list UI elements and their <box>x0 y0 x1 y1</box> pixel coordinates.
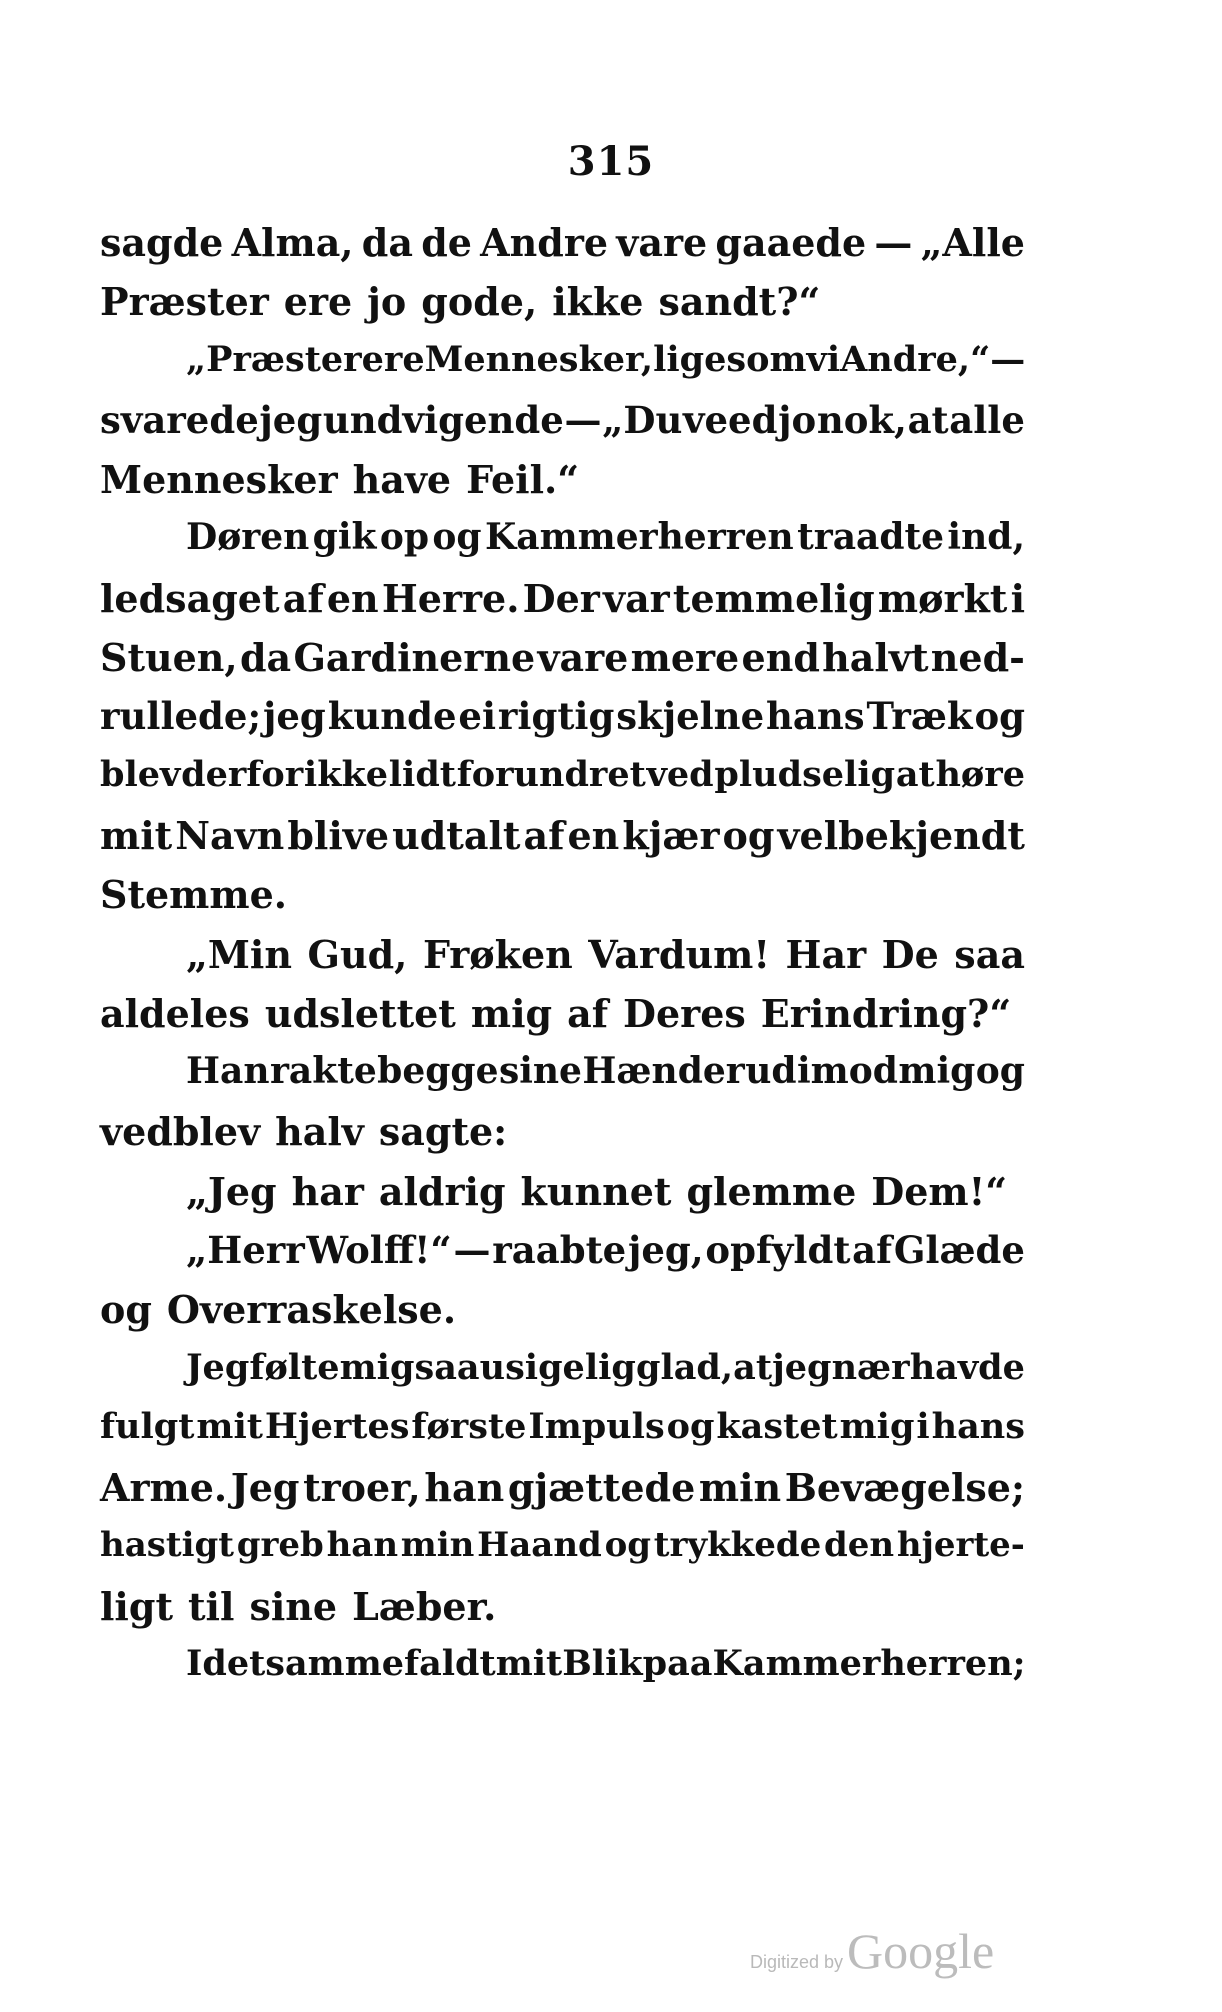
word: samme <box>265 1643 405 1685</box>
word: mere <box>630 635 740 681</box>
text-line <box>100 1050 1025 1109</box>
word: vare <box>537 635 629 681</box>
word: ikke <box>303 753 388 795</box>
word: — <box>990 338 1026 380</box>
watermark-prefix: Digitized by <box>750 1952 844 1972</box>
word: Mennesker, <box>424 338 654 380</box>
word: første <box>411 1405 527 1447</box>
word: hastigt <box>100 1524 234 1565</box>
word: Overraskelse. <box>166 1287 457 1333</box>
word: vedblev <box>100 1109 261 1155</box>
text-line <box>100 576 1025 635</box>
word: ligesom <box>653 338 807 380</box>
word: Glæde <box>893 1228 1025 1273</box>
word: Jeg <box>230 1465 300 1511</box>
word: min <box>698 1465 782 1511</box>
word: mit <box>196 1405 263 1447</box>
word: mig <box>470 990 553 1036</box>
word: gik <box>312 516 377 559</box>
word: Arme. <box>100 1465 228 1511</box>
word: „Herr <box>186 1228 305 1273</box>
word: og <box>666 1405 715 1447</box>
word: pludselig <box>714 753 896 795</box>
word: alle <box>949 397 1025 442</box>
word: Andre,“ <box>840 338 991 380</box>
word: Dem!“ <box>871 1168 1008 1214</box>
word: Impuls <box>528 1405 665 1447</box>
word: kunnet <box>520 1168 672 1214</box>
word: og <box>100 1287 152 1333</box>
word: ned- <box>930 635 1025 681</box>
word: usigelig <box>479 1346 636 1388</box>
word: vi <box>806 338 841 380</box>
word: rigtig <box>497 694 615 739</box>
word: trykkede <box>653 1524 822 1565</box>
word: ind, <box>947 516 1025 559</box>
word: ved <box>646 753 714 795</box>
word: forundret <box>456 753 646 795</box>
text-line <box>100 457 1025 516</box>
word: følte <box>249 1346 340 1388</box>
word: at <box>907 397 949 442</box>
word: udslettet <box>264 990 456 1036</box>
word: ledsaget <box>100 575 280 621</box>
word: Bevægelse; <box>784 1465 1025 1511</box>
word: af <box>567 990 609 1036</box>
body-text <box>100 220 1025 1702</box>
word: sine <box>249 1583 338 1629</box>
word: Hjertes <box>264 1405 410 1447</box>
word: Navn <box>175 812 285 858</box>
page-number: 315 <box>567 138 655 185</box>
word: Mennesker <box>100 457 338 503</box>
word: mørkt <box>877 575 1008 621</box>
word: Har <box>785 931 867 977</box>
word: paa <box>642 1643 713 1685</box>
word: troer, <box>303 1465 421 1511</box>
word: Erindring?“ <box>760 990 1012 1036</box>
word: mit <box>495 1643 563 1685</box>
word: Der <box>522 575 600 621</box>
word: blive <box>287 812 390 858</box>
word: lidt <box>388 753 456 795</box>
word: Vardum! <box>588 931 771 977</box>
text-line <box>100 1347 1025 1406</box>
word: Frøken <box>422 931 573 977</box>
word: i <box>916 1405 930 1447</box>
word: kjær <box>622 812 720 858</box>
word: faldt <box>404 1643 496 1685</box>
word: glemme <box>686 1168 857 1214</box>
word: ei <box>458 694 497 739</box>
word: og <box>974 694 1025 739</box>
text-line <box>100 1525 1025 1584</box>
word: havde <box>909 1346 1025 1388</box>
word: i <box>1010 575 1025 621</box>
text-line <box>100 991 1025 1050</box>
text-line <box>100 398 1025 457</box>
word: sandt?“ <box>658 279 821 325</box>
word: halv <box>275 1109 364 1155</box>
text-line <box>100 279 1025 338</box>
word: Døren <box>186 516 310 559</box>
word: ligt <box>100 1583 173 1629</box>
word: skjelne <box>616 694 765 739</box>
text-line <box>100 635 1025 694</box>
word: Wolff!“ <box>306 1228 452 1273</box>
word: glad, <box>635 1346 734 1388</box>
word: greb <box>236 1524 324 1565</box>
word: de <box>421 220 472 265</box>
word: Deres <box>623 990 746 1036</box>
word: Jeg <box>186 1346 250 1388</box>
text-line <box>100 694 1025 753</box>
text-line <box>100 1465 1025 1524</box>
word: høre <box>935 753 1025 795</box>
word: rullede; <box>100 694 262 739</box>
word: mit <box>100 812 173 858</box>
word: gaaede <box>715 220 867 265</box>
word: svarede <box>100 397 259 442</box>
word: have <box>352 457 452 503</box>
word: Kammerherren <box>484 516 794 559</box>
word: undvigende <box>322 397 564 442</box>
text-line <box>100 813 1025 872</box>
word: det <box>202 1643 266 1685</box>
word: en <box>567 812 620 858</box>
text-line <box>100 516 1025 575</box>
word: opfyldt <box>705 1228 851 1273</box>
word: ere <box>361 338 425 380</box>
word: sagte: <box>378 1109 508 1155</box>
word: derfor <box>181 753 304 795</box>
word: op <box>379 516 430 559</box>
word: Læber. <box>352 1583 497 1629</box>
word: veed <box>683 397 778 442</box>
word: ere <box>283 279 353 325</box>
word: Haand <box>477 1524 602 1565</box>
word: af <box>523 812 565 858</box>
word: gode, <box>421 279 538 325</box>
word: Feil.“ <box>466 457 580 503</box>
word: Blik <box>562 1643 643 1685</box>
word: en <box>326 575 379 621</box>
word: Træk <box>866 694 973 739</box>
word: til <box>188 1583 235 1629</box>
word: jeg <box>259 397 323 442</box>
text-line <box>100 1584 1025 1643</box>
text-line <box>100 1406 1025 1465</box>
word: „Min <box>186 931 292 977</box>
word: han <box>424 1465 505 1511</box>
word: og <box>432 516 482 559</box>
word: „Du <box>602 397 683 442</box>
text-line <box>100 1287 1025 1346</box>
word: aldeles <box>100 990 250 1036</box>
word: mig <box>839 1405 915 1447</box>
word: var <box>602 575 670 621</box>
word: jo <box>367 279 407 325</box>
word: imod <box>796 1050 898 1093</box>
word: — <box>874 220 913 265</box>
text-line <box>100 754 1025 813</box>
word: jo <box>778 397 817 442</box>
word: I <box>186 1643 203 1685</box>
text-line <box>100 1643 1025 1702</box>
word: temmelig <box>672 575 875 621</box>
word: af <box>852 1228 893 1273</box>
word: kastet <box>716 1405 838 1447</box>
word: Andre <box>480 220 609 265</box>
word: — <box>453 1228 491 1273</box>
word: Præster <box>100 279 269 325</box>
text-line <box>100 220 1025 279</box>
word: af <box>282 575 324 621</box>
word: Kammerherren; <box>712 1643 1026 1685</box>
word: Stuen, <box>100 635 238 681</box>
word: ikke <box>552 279 644 325</box>
word: Hænder <box>582 1050 745 1093</box>
word: hjerte- <box>896 1524 1025 1565</box>
word: udtalt <box>392 812 521 858</box>
word: fulgt <box>100 1405 195 1447</box>
word: traadte <box>797 516 945 559</box>
word: — <box>564 397 602 442</box>
word: at <box>733 1346 773 1388</box>
word: den <box>824 1524 895 1565</box>
word: sine <box>498 1050 582 1093</box>
word: min <box>400 1524 475 1565</box>
word: jeg, <box>627 1228 704 1273</box>
word: halvt <box>822 635 929 681</box>
word: „Alle <box>920 220 1025 265</box>
word: sagde <box>100 220 224 265</box>
word: da <box>239 635 292 681</box>
word: Gud, <box>307 931 408 977</box>
word: raabte <box>492 1228 627 1273</box>
word: begge <box>377 1050 499 1093</box>
word: aldrig <box>378 1168 506 1214</box>
word: mig <box>898 1050 976 1093</box>
word: hans <box>931 1405 1025 1447</box>
word: gjættede <box>507 1465 696 1511</box>
word: kunde <box>327 694 457 739</box>
word: „Præster <box>186 338 362 380</box>
word: end <box>741 635 820 681</box>
word: nok, <box>816 397 907 442</box>
text-line <box>100 872 1025 931</box>
word: blev <box>100 753 181 795</box>
word: velbekjendt <box>777 812 1025 858</box>
word: Herre. <box>381 575 520 621</box>
word: Han <box>186 1050 270 1093</box>
word: ud <box>745 1050 797 1093</box>
word: jeg <box>263 694 326 739</box>
word: nær <box>831 1346 910 1388</box>
word: mig <box>339 1346 415 1388</box>
google-logo: Google <box>847 1923 995 1979</box>
word: „Jeg <box>186 1168 277 1214</box>
text-line <box>100 1228 1025 1287</box>
word: hans <box>766 694 865 739</box>
word: jeg <box>772 1346 832 1388</box>
word: rakte <box>269 1050 377 1093</box>
word: han <box>326 1524 399 1565</box>
text-line <box>100 339 1025 398</box>
word: og <box>722 812 775 858</box>
word: saa <box>954 931 1025 977</box>
text-line <box>100 1169 1025 1228</box>
word: Stemme. <box>100 872 287 918</box>
digitized-by-google-watermark <box>750 1922 994 1980</box>
word: har <box>291 1168 364 1214</box>
word: Alma, <box>231 220 354 265</box>
word: og <box>604 1524 652 1565</box>
word: De <box>881 931 939 977</box>
word: at <box>895 753 935 795</box>
word: og <box>975 1050 1025 1093</box>
text-line <box>100 1109 1025 1168</box>
word: Gardinerne <box>293 635 536 681</box>
text-line <box>100 932 1025 991</box>
word: da <box>361 220 413 265</box>
word: saa <box>414 1346 480 1388</box>
word: vare <box>616 220 708 265</box>
